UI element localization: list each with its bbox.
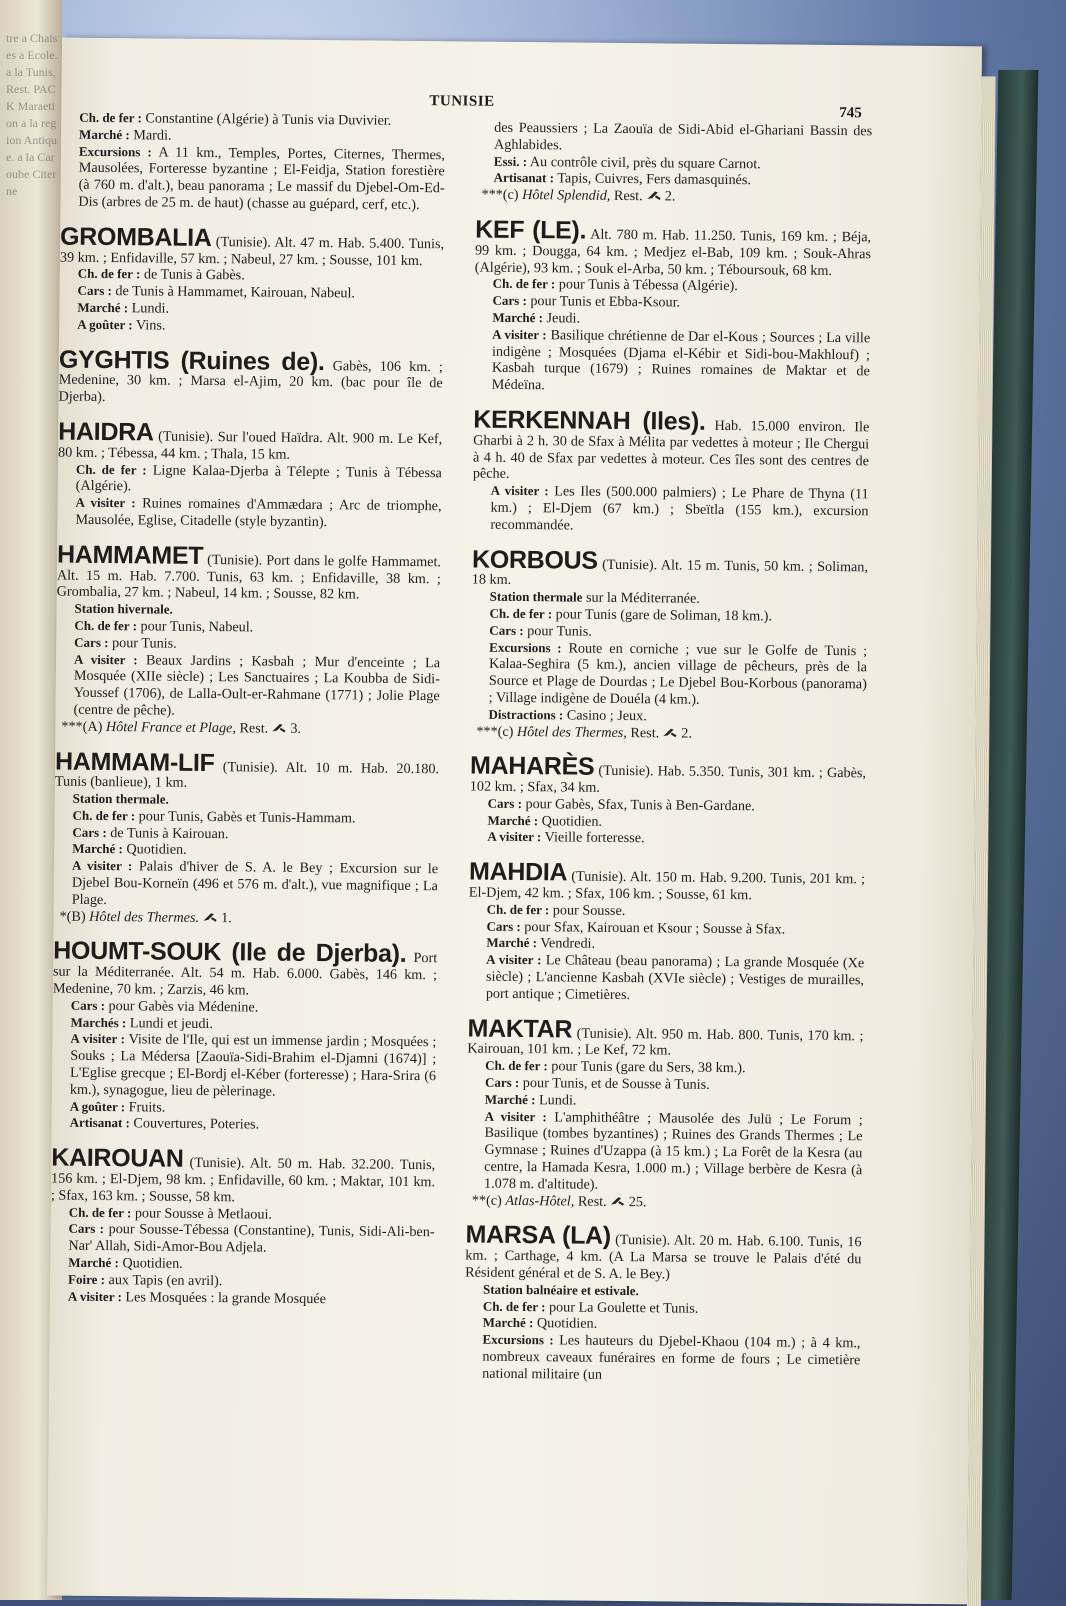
running-head: TUNISIE: [429, 93, 495, 110]
place-name: HAIDRA: [58, 417, 154, 447]
info-text: Mardi.: [133, 127, 172, 144]
entry-maktar: [466, 1014, 864, 1213]
info-text: de Tunis à Gabès.: [143, 266, 245, 284]
left-column: [50, 110, 446, 1327]
hotel-stars: ***(A): [61, 718, 103, 735]
info-line: [469, 829, 865, 850]
info-text: Route en corniche ; vue sur le Golfe de Tunis ; Kalaa-Seghira (5 km.), ancien village de pêcheurs, près de la Source et Plage de Dourdas ; Le Djebel Bou-Korbous (panorama) ; Village indigène de Douéla (4 km.).: [488, 639, 868, 708]
info-text: pour La Goulette et Tunis.: [548, 1298, 699, 1317]
info-label: Marché :: [486, 935, 538, 951]
info-text: sur la Méditerranée.: [585, 589, 700, 607]
entry-heading: [57, 417, 443, 465]
entry-hammamet: [55, 540, 442, 738]
info-label: Distractions :: [488, 706, 564, 723]
info-label: Cars :: [70, 997, 106, 1013]
hotel-count: 1.: [221, 909, 232, 926]
hotel-rest: Rest.: [577, 1193, 607, 1210]
info-text: L'amphithéâtre ; Mausolée des Julü ; Le Forum ; Basilique (tombes byzantines) ; Ruines des Grands Thermes ; Le Gymnase ; Ruines d'Uzappa (à 15 km.) ; La Forêt de la Kesra (au centre, la Hamada Kesra, 1.000 m.) ; Village berbère de Kesra (à 1.078 m. d'altitude).: [483, 1109, 863, 1193]
place-intro: (Tunisie). Alt. 150 m. Hab. 9.200. Tunis, 201 km. ; El-Djem, 42 km. ; Sfax, 106 km. ; Sousse, 61 km.: [468, 868, 866, 904]
hotel-count: 2.: [681, 725, 693, 742]
info-text: Lundi.: [131, 300, 170, 317]
hotel-stars: ***(c): [481, 186, 519, 204]
place-name: KERKENNAH (Iles).: [473, 405, 706, 436]
info-line: [52, 1115, 436, 1135]
info-line: [52, 1031, 437, 1102]
entry-mahdia: [468, 857, 866, 1006]
info-text: pour Tunis (gare de Soliman, 18 km.).: [555, 606, 773, 625]
info-text: pour Gabès, Sfax, Tunis à Ben-Gardane.: [525, 795, 755, 815]
info-text: pour Tunis.: [527, 622, 592, 640]
info-text: Visite de l'Ile, qui est un immense jardin ; Mosquées ; Souks ; La Médersa [Zaouïa-Sidi-Brahim el-Djamni (1674)] ; L'Eglise grecque ; El-Bordj el-Kéber (forteresse) ; Hara-Srira (6 km.), synagogue, lieu de pèlerinage.: [69, 1031, 437, 1100]
place-name: MAKTAR: [467, 1014, 573, 1044]
info-label: Foire :: [68, 1271, 106, 1287]
hotel-line: [55, 718, 439, 738]
place-name: KEF (LE).: [475, 215, 587, 245]
info-text: Constantine (Algérie) à Tunis via Duvivier.: [145, 110, 392, 129]
hotel-count: 2.: [664, 188, 676, 205]
hotel-name: Hôtel Splendid,: [522, 187, 611, 205]
info-label: A visiter :: [70, 1031, 126, 1047]
info-label: A goûter :: [77, 316, 133, 333]
info-text: Quotidien.: [126, 841, 187, 859]
place-intro: (Tunisie). Alt. 10 m. Hab. 20.180. Tunis (banlieue), 1 km.: [54, 758, 440, 792]
info-line: [474, 326, 871, 397]
info-label: Station hivernale.: [74, 600, 173, 617]
info-text: pour Sousse.: [552, 902, 626, 919]
hotel-rest: Rest.: [630, 724, 660, 741]
info-text: pour Tunis et Ebba-Ksour.: [530, 293, 681, 311]
place-intro: (Tunisie). Alt. 47 m. Hab. 5.400. Tunis, 39 km. ; Enfidaville, 57 km. ; Nabeul, 27 km. ; Sousse, 101 km.: [59, 233, 445, 269]
info-label: Ch. de fer :: [75, 461, 147, 477]
info-text: Au contrôle civil, près du square Carnot.: [529, 153, 761, 172]
info-text: pour Tunis, Nabeul.: [140, 618, 254, 636]
info-label: Marché :: [484, 1091, 536, 1108]
entry-heading: [472, 405, 870, 487]
place-intro: Port sur la Méditerranée. Alt. 54 m. Hab. 6.000. Gabès, 146 km. ; Medenine, 70 km. ; Zarzis, 46 km.: [52, 950, 438, 999]
info-text: Le Château (beau panorama) ; La grande Mosquée (Xe siècle) ; L'ancienne Kasbah (XVIe siècle) ; Vestiges de murailles, port antique ; Cimetières.: [485, 952, 865, 1003]
info-text: de Tunis à Hammamet, Kairouan, Nabeul.: [115, 283, 356, 302]
info-label: Station thermale: [489, 588, 583, 605]
info-text: des Peaussiers ; La Zaouïa de Sidi-Abid el-Ghariani Bassin des Aghlabides.: [493, 119, 873, 154]
facing-page-text: tre a Chaises a Ecole. a la Tunis, Rest. PACK Maraetion a la region Antique. a la Caroube Citerne: [6, 31, 58, 198]
hotel-line: [54, 908, 438, 928]
info-label: Cars :: [487, 795, 523, 811]
info-text: Les hauteurs du Djebel-Khaou (104 m.) ; à 4 km., nombreux caveaux funéraires en forme de fours ; Le cimetière national militaire (un: [482, 1332, 861, 1383]
info-label: A visiter :: [486, 951, 542, 968]
info-label: Ch. de fer :: [68, 1204, 132, 1220]
info-text: pour Sfax, Kairouan et Ksour ; Sousse à Sfax.: [524, 918, 786, 938]
info-text: pour Tunis (gare du Sers, 38 km.).: [551, 1058, 746, 1077]
place-intro: (Tunisie). Alt. 15 m. Tunis, 50 km. ; Soliman, 18 km.: [471, 556, 869, 589]
info-label: Marché :: [79, 126, 130, 143]
entry-heading: [54, 747, 440, 794]
restaurant-icon: [203, 911, 218, 923]
entry-heading: [471, 545, 869, 592]
info-label: Ch. de fer :: [72, 807, 136, 824]
restaurant-icon: [272, 721, 287, 733]
info-label: Excursions :: [482, 1331, 554, 1348]
info-label: Ch. de fer :: [79, 109, 142, 126]
hotel-name: Hôtel France et Plage,: [105, 718, 237, 736]
place-intro: Gabès, 106 km. ; Medenine, 30 km. ; Marsa el-Ajim, 20 km. (bac pour île de Djerba).: [58, 357, 443, 406]
info-line: [464, 1332, 860, 1386]
entry-hammam-lif: [54, 747, 440, 929]
info-label: Ch. de fer :: [482, 1298, 546, 1314]
info-text: A 11 km., Temples, Portes, Citernes, Thermes, Mausolées, Forteresse byzantine ; El-Feidja, Station forestière (à 760 m. d'alt.), beau panorama ; Le massif du Djebel-Om-Ed-Dis (arbres de 25 m. de haut) (chasse au guépard, cerf, etc.).: [78, 144, 446, 214]
place-name: MARSA (LA): [465, 1220, 612, 1251]
info-line: [55, 651, 440, 722]
info-label: Artisanat :: [69, 1115, 130, 1131]
info-text: pour Tunis à Tébessa (Algérie).: [558, 276, 738, 295]
info-label: Excursions :: [489, 639, 562, 655]
info-label: Marché :: [482, 1315, 534, 1331]
info-text: Fruits.: [128, 1098, 166, 1116]
info-line: [466, 1108, 863, 1196]
hotel-stars: ***(c): [476, 723, 514, 740]
info-label: Cars :: [492, 292, 527, 309]
entry-heading: [474, 215, 872, 280]
info-label: A visiter :: [492, 326, 547, 343]
info-line: [472, 483, 868, 537]
info-label: Cars :: [77, 282, 112, 299]
info-label: A visiter :: [490, 482, 549, 499]
info-line: [60, 143, 445, 214]
book-page: [47, 38, 982, 1605]
info-label: Ch. de fer :: [485, 1057, 548, 1074]
restaurant-icon: [610, 1195, 625, 1207]
place-name: GYGHTIS (Ruines de).: [58, 345, 325, 376]
info-label: A visiter :: [72, 858, 133, 874]
entry-marsa: [464, 1220, 862, 1386]
info-text: Tapis, Cuivres, Fers damasquinés.: [557, 170, 752, 189]
info-line: [57, 495, 441, 532]
info-line: [471, 639, 868, 710]
entry-heading: [59, 222, 445, 269]
info-text: Les Mosquées : la grande Mosquée: [125, 1288, 327, 1307]
place-intro: (Tunisie). Alt. 950 m. Hab. 800. Tunis, 170 km. ; Kairouan, 101 km. ; Le Kef, 72 km.: [467, 1025, 864, 1059]
hotel-line: [466, 1192, 862, 1213]
info-label: Excursions :: [78, 143, 152, 160]
entry-korbous: [470, 545, 869, 744]
info-text: Quotidien.: [122, 1255, 183, 1272]
info-label: Essi. :: [493, 153, 528, 169]
hotel-rest: Rest.: [239, 720, 269, 737]
place-intro: (Tunisie). Alt. 50 m. Hab. 32.200. Tunis, 156 km. ; El-Djem, 98 km. ; Enfidaville, 60 km. ; Maktar, 101 km. ; Sfax, 163 km. ; Sousse, 58 km.: [50, 1155, 436, 1206]
entry-kerkennah: [472, 405, 870, 537]
entry-kef: [474, 215, 872, 398]
info-text: Les Iles (500.000 palmiers) ; Le Phare de Thyna (11 km.) ; El-Djem (67 km.) ; Sbeïtla (155 km.), excursion recommandée.: [490, 483, 869, 534]
info-text: Lundi.: [538, 1092, 577, 1109]
entry-heading: [58, 345, 443, 409]
page-number: 745: [839, 105, 862, 122]
place-name: HAMMAMET: [56, 540, 204, 570]
info-text: Palais d'hiver de S. A. le Bey ; Excursion sur le Djebel Bou-Korneïn (496 et 576 m. d'alt.), vue magnifique ; La Plage.: [71, 858, 439, 908]
info-line: [50, 1288, 434, 1308]
info-label: A visiter :: [67, 1288, 122, 1304]
info-label: A visiter :: [73, 651, 138, 667]
info-text: Vins.: [135, 317, 166, 334]
info-label: Station balnéaire et estivale.: [482, 1281, 639, 1298]
hotel-name: Hôtel des Thermes.: [89, 908, 200, 926]
hotel-count: 3.: [290, 720, 302, 737]
info-label: Ch. de fer :: [489, 605, 553, 622]
info-text: Vieille forteresse.: [544, 829, 645, 847]
info-label: Station thermale.: [72, 790, 169, 807]
info-label: A goûter :: [69, 1098, 126, 1114]
place-name: HAMMAM-LIF: [54, 747, 215, 777]
info-text: pour Gabès via Médenine.: [108, 997, 259, 1016]
info-text: Quotidien.: [536, 1315, 598, 1333]
info-text: pour Tunis.: [111, 634, 177, 652]
hotel-name: Hôtel des Thermes,: [516, 723, 627, 741]
info-text: pour Tunis, Gabès et Tunis-Hammam.: [138, 808, 356, 827]
info-label: A visiter :: [487, 829, 542, 845]
info-label: Marché :: [77, 299, 129, 316]
info-label: Cars :: [486, 918, 521, 934]
info-text: Lundi et jeudi.: [129, 1014, 214, 1032]
entry-gyghtis: [58, 345, 443, 409]
info-line: [54, 858, 438, 912]
place-intro: Alt. 780 m. Hab. 11.250. Tunis, 169 km. ; Béja, 99 km. ; Dougga, 64 km. ; Medjez el-Bab, 109 km. ; Souk-Ahras (Algérie), 93 km. ; Souk el-Arba, 50 km. ; Téboursouk, 68 km.: [474, 226, 872, 279]
entry-top-fragment-right: [475, 120, 872, 208]
restaurant-icon: [646, 189, 661, 201]
info-line: [59, 316, 443, 336]
info-label: Cars :: [72, 824, 107, 840]
place-name: KAIROUAN: [51, 1143, 184, 1174]
info-text: pour Tunis, et de Sousse à Tunis.: [522, 1075, 710, 1093]
hotel-rest: Rest.: [613, 188, 643, 205]
entry-haidra: [57, 417, 443, 532]
hotel-count: 25.: [628, 1193, 647, 1210]
place-name: MAHARÈS: [469, 751, 595, 782]
info-label: A visiter :: [75, 494, 136, 511]
info-label: Ch. de fer :: [486, 901, 550, 918]
info-text: Ligne Kalaa-Djerba à Télepte ; Tunis à Tébessa (Algérie).: [75, 462, 442, 495]
hotel-stars: **(c): [471, 1192, 502, 1209]
entry-houmt-souk: [52, 937, 438, 1135]
place-intro: (Tunisie). Alt. 20 m. Hab. 6.100. Tunis, 16 km. ; Carthage, 4 km. (A La Marsa se trouve le Palais d'été du Résident général et de S. A. le Bey.): [465, 1232, 862, 1283]
info-label: Cars :: [489, 622, 524, 638]
info-line: [58, 461, 442, 498]
info-text: Couvertures, Poteries.: [133, 1115, 260, 1133]
info-label: Marché :: [72, 841, 123, 857]
info-label: Marché :: [492, 309, 544, 326]
info-line: [468, 952, 864, 1006]
entry-heading: [50, 1143, 436, 1208]
info-text: Vendredi.: [540, 935, 596, 953]
info-label: Ch. de fer :: [492, 276, 556, 292]
info-line: [476, 120, 872, 157]
info-text: Casino ; Jeux.: [566, 707, 647, 724]
info-label: Marché :: [487, 812, 539, 828]
info-label: Marché :: [68, 1254, 119, 1271]
hotel-name: Atlas-Hôtel,: [505, 1192, 575, 1210]
info-label: Cars :: [68, 1221, 105, 1237]
info-text: pour Sousse-Tébessa (Constantine), Tunis, Sidi-Ali-ben-Nar' Allah, Sidi-Amor-Bou Adjela.: [68, 1221, 435, 1256]
entry-mahares: [469, 751, 867, 850]
info-label: Ch. de fer :: [77, 266, 141, 282]
info-label: Cars :: [484, 1074, 520, 1091]
entry-heading: [468, 857, 866, 905]
place-name: HOUMT-SOUK (Ile de Djerba).: [53, 937, 407, 969]
info-label: Artisanat :: [493, 170, 555, 186]
info-text: Ruines romaines d'Ammædara ; Arc de triomphe, Mausolée, Eglise, Citadelle (style byzantin).: [75, 495, 442, 531]
info-text: Basilique chrétienne de Dar el-Kous ; Sources ; La ville indigène ; Mosquées (Djama el-Kébir et Sidi-bou-Makhlouf) ; Kasbah turque (1679) ; Ruines romaines de Maktar et de Médeïna.: [491, 327, 871, 394]
place-name: KORBOUS: [471, 545, 598, 575]
info-text: de Tunis à Kairouan.: [110, 824, 229, 842]
entry-heading: [467, 1014, 864, 1061]
place-intro: (Tunisie). Port dans le golfe Hammamet. Alt. 15 m. Hab. 7.700. Tunis, 63 km. ; Enfidaville, 38 km. ; Grombalia, 27 km. ; Nabeul, 14 km. ; Sousse, 82 km.: [56, 551, 442, 603]
place-name: GROMBALIA: [59, 222, 212, 252]
info-label: Cars :: [74, 634, 109, 650]
entry-grombalia: [59, 222, 445, 336]
hotel-stars: *(B): [59, 908, 86, 925]
info-text: Beaux Jardins ; Kasbah ; Mur d'enceinte ; La Mosquée (XIIe siècle) ; Les Sanctuaires ; La Koubba de Sidi-Youssef (1706), de Lalla-Oult-er-Rahmane (1771) ; Jolie Plage (centre de pêche).: [73, 651, 441, 719]
restaurant-icon: [663, 726, 678, 738]
entry-heading: [469, 751, 867, 799]
place-intro: (Tunisie). Hab. 5.350. Tunis, 301 km. ; Gabès, 102 km. ; Sfax, 34 km.: [469, 763, 867, 796]
info-label: Ch. de fer :: [74, 617, 138, 634]
entry-kairouan: [50, 1143, 436, 1309]
hotel-line: [470, 723, 866, 744]
entry-heading: [56, 540, 442, 604]
place-name: MAHDIA: [468, 857, 568, 887]
entry-top-fragment: [60, 110, 445, 214]
info-line: [50, 1221, 434, 1258]
hotel-line: [475, 187, 871, 208]
info-text: aux Tapis (en avril).: [108, 1271, 223, 1289]
place-intro: Hab. 15.000 environ. Ile Gharbi à 2 h. 30 de Sfax à Mélita par vedettes à moteur ; Ile Chergui à 4 h. 40 de Sfax par vedettes à moteur. Ces îles sont des centres de pêche.: [472, 417, 870, 483]
info-label: Marchés :: [70, 1014, 127, 1030]
entry-heading: [465, 1220, 862, 1285]
entry-heading: [52, 937, 438, 1001]
right-column: [464, 120, 872, 1404]
info-text: pour Sousse à Metlaoui.: [134, 1204, 273, 1223]
info-text: Jeudi.: [546, 310, 581, 327]
info-label: A visiter :: [484, 1108, 547, 1124]
place-intro: (Tunisie). Sur l'oued Haïdra. Alt. 900 m. Le Kef, 80 km. ; Tébessa, 44 km. ; Thala, 15 km.: [57, 428, 443, 463]
info-text: Quotidien.: [541, 812, 603, 830]
